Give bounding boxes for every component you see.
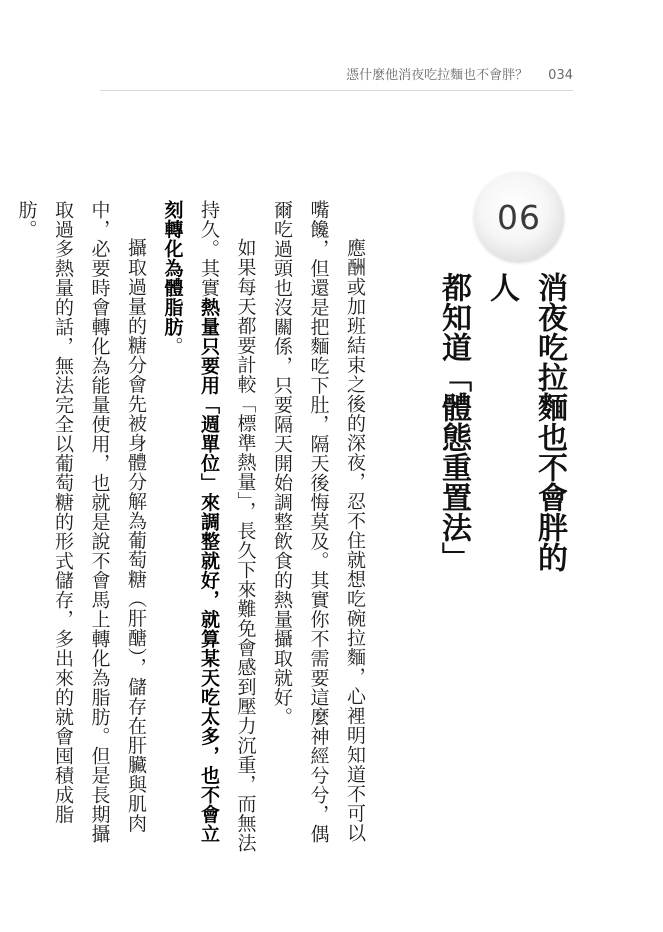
paragraph-2	[154, 200, 264, 860]
paragraph-2-text: 如果每天都要計較「標準熱量」，長久下來難免會感到壓力沉重，而無法持久。其實	[198, 200, 257, 853]
chapter-title-line-2: 都知道「體態重置法」	[436, 272, 471, 572]
paragraph-2-end: 。	[161, 336, 184, 356]
paragraph-3: 攝取過量的糖分會先被身體分解為葡萄糖（肝醣），儲存在肝臟與肌肉中，必要時會轉化為能量使用，也就是說不會馬上轉化為脂肪。但是長期攝取過多熱量的話，無法完全以葡萄糖的形式儲存，多出來的就會囤積成脂肪。	[15, 200, 147, 844]
header-divider	[100, 90, 573, 91]
body-text	[8, 200, 373, 860]
chapter-title-line-1: 消夜吃拉麵也不會胖的人	[484, 272, 567, 572]
paragraph-2-emphasis: 熱量只要用「週單位」來調整就好，就算某天吃太多，也不會立刻轉化為體脂肪	[161, 200, 220, 844]
running-title: 憑什麼他消夜吃拉麵也不會胖？	[346, 68, 529, 83]
running-header	[346, 64, 573, 83]
chapter-badge	[474, 172, 564, 262]
chapter-title	[429, 272, 573, 592]
page-number: 034	[548, 68, 573, 83]
paragraph-1: 應酬或加班結束之後的深夜，忍不住就想吃碗拉麵，心裡明知道不可以嘴饞，但還是把麵吃下肚，隔天後悔莫及。其實你不需要這麼神經兮兮，偶爾吃過頭也沒關係，只要隔天開始調整飲食的熱量攝取就好。	[271, 200, 366, 844]
chapter-number: 06	[497, 197, 541, 237]
